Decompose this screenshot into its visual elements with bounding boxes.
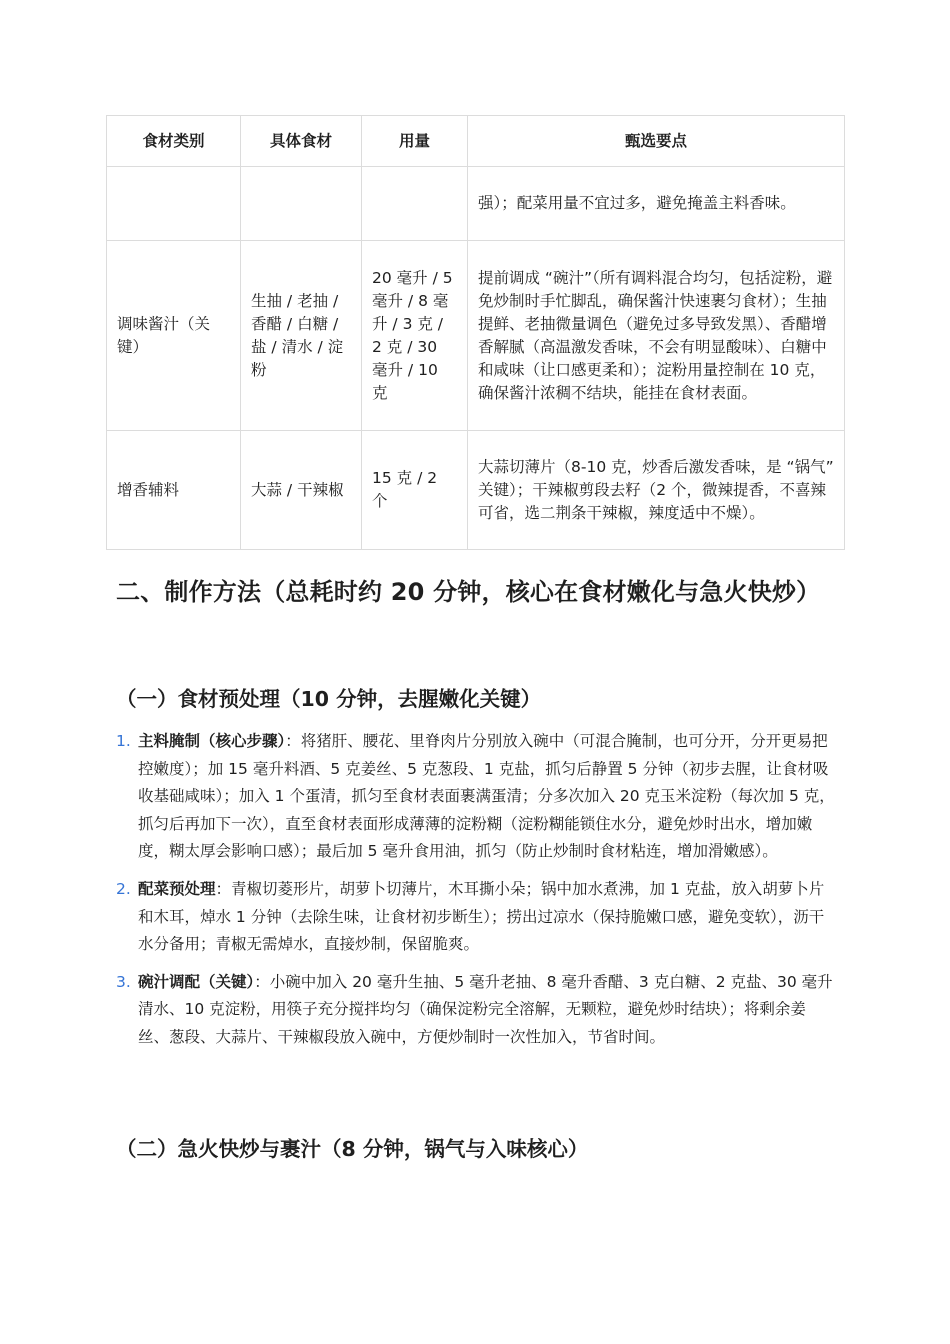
subsection-title-stirfry: （二）急火快炒与裹汁（8 分钟，锅气与入味核心） [116, 1137, 589, 1161]
list-item [116, 969, 836, 1052]
prep-steps-list [116, 728, 836, 1062]
step-text: ：将猪肝、腰花、里脊肉片分别放入碗中（可混合腌制，也可分开，分开更易把控嫩度）；加 15 毫升料酒、5 克姜丝、5 克葱段、1 克盐，抓匀后静置 5 分钟（初步去腥，让食材吸收基础咸味）；加入 1 个蛋清，抓匀至食材表面裹满蛋清；分多次加入 20 克玉米淀粉（每次加 5 克，抓匀后再加下一次），直至食材表面形成薄薄的淀粉糊（淀粉糊能锁住水分，避免炒时出水，增加嫩度，糊太厚会影响口感）；最后加 5 毫升食用油，抓匀（防止炒制时食材粘连，增加滑嫩感）。 [138, 732, 835, 861]
table-row [107, 431, 845, 550]
header-category: 食材类别 [107, 116, 241, 167]
cell-category [107, 167, 241, 241]
cell-notes: 提前调成 “碗汁”（所有调料混合均匀，包括淀粉，避免炒制时手忙脚乱，确保酱汁快速裹匀食材）；生抽提鲜、老抽微量调色（避免过多导致发黑）、香醋增香解腻（高温激发香味，不会有明显酸味）、白糖中和咸味（让口感更柔和）；淀粉用量控制在 10 克，确保酱汁浓稠不结块，能挂在食材表面。 [468, 241, 845, 431]
list-number: 1. [116, 732, 131, 750]
cell-amount: 15 克 / 2 个 [362, 431, 468, 550]
list-number: 2. [116, 879, 131, 898]
section-title-method: 二、制作方法（总耗时约 20 分钟，核心在食材嫩化与急火快炒） [116, 578, 821, 606]
header-items: 具体食材 [241, 116, 362, 167]
list-item [116, 876, 836, 959]
cell-notes: 大蒜切薄片（8-10 克，炒香后激发香味，是 “锅气” 关键）；干辣椒剪段去籽（2 个，微辣提香，不喜辣可省，选二荆条干辣椒，辣度适中不燥）。 [468, 431, 845, 550]
cell-category: 增香辅料 [107, 431, 241, 550]
cell-items [241, 167, 362, 241]
header-notes: 甄选要点 [468, 116, 845, 167]
cell-category: 调味酱汁（关键） [107, 241, 241, 431]
step-lead: 主料腌制（核心步骤） [138, 732, 286, 750]
header-amount: 用量 [362, 116, 468, 167]
table-row [107, 241, 845, 431]
step-text: ：小碗中加入 20 毫升生抽、5 毫升老抽、8 毫升香醋、3 克白糖、2 克盐、30 毫升清水、10 克淀粉，用筷子充分搅拌均匀（确保淀粉完全溶解，无颗粒，避免炒时结块）；将剩余姜丝、葱段、大蒜片、干辣椒段放入碗中，方便炒制时一次性加入，节省时间。 [138, 972, 833, 1046]
list-number: 3. [116, 972, 131, 991]
cell-notes: 强）；配菜用量不宜过多，避免掩盖主料香味。 [468, 167, 845, 241]
table-header-row [107, 116, 845, 167]
step-lead: 配菜预处理 [138, 879, 216, 898]
step-lead: 碗汁调配（关键） [138, 972, 255, 991]
list-item [116, 728, 836, 866]
cell-amount: 20 毫升 / 5 毫升 / 8 毫升 / 3 克 / 2 克 / 30 毫升 / 10 克 [362, 241, 468, 431]
cell-items: 大蒜 / 干辣椒 [241, 431, 362, 550]
subsection-title-prep: （一）食材预处理（10 分钟，去腥嫩化关键） [116, 687, 542, 711]
ingredients-table [106, 115, 845, 550]
step-text: ：青椒切菱形片，胡萝卜切薄片，木耳撕小朵；锅中加水煮沸，加 1 克盐，放入胡萝卜片和木耳，焯水 1 分钟（去除生味，让食材初步断生）；捞出过凉水（保持脆嫩口感，避免变软），沥干水分备用；青椒无需焯水，直接炒制，保留脆爽。 [138, 879, 825, 954]
cell-amount [362, 167, 468, 241]
cell-items: 生抽 / 老抽 / 香醋 / 白糖 / 盐 / 清水 / 淀粉 [241, 241, 362, 431]
table-row [107, 167, 845, 241]
